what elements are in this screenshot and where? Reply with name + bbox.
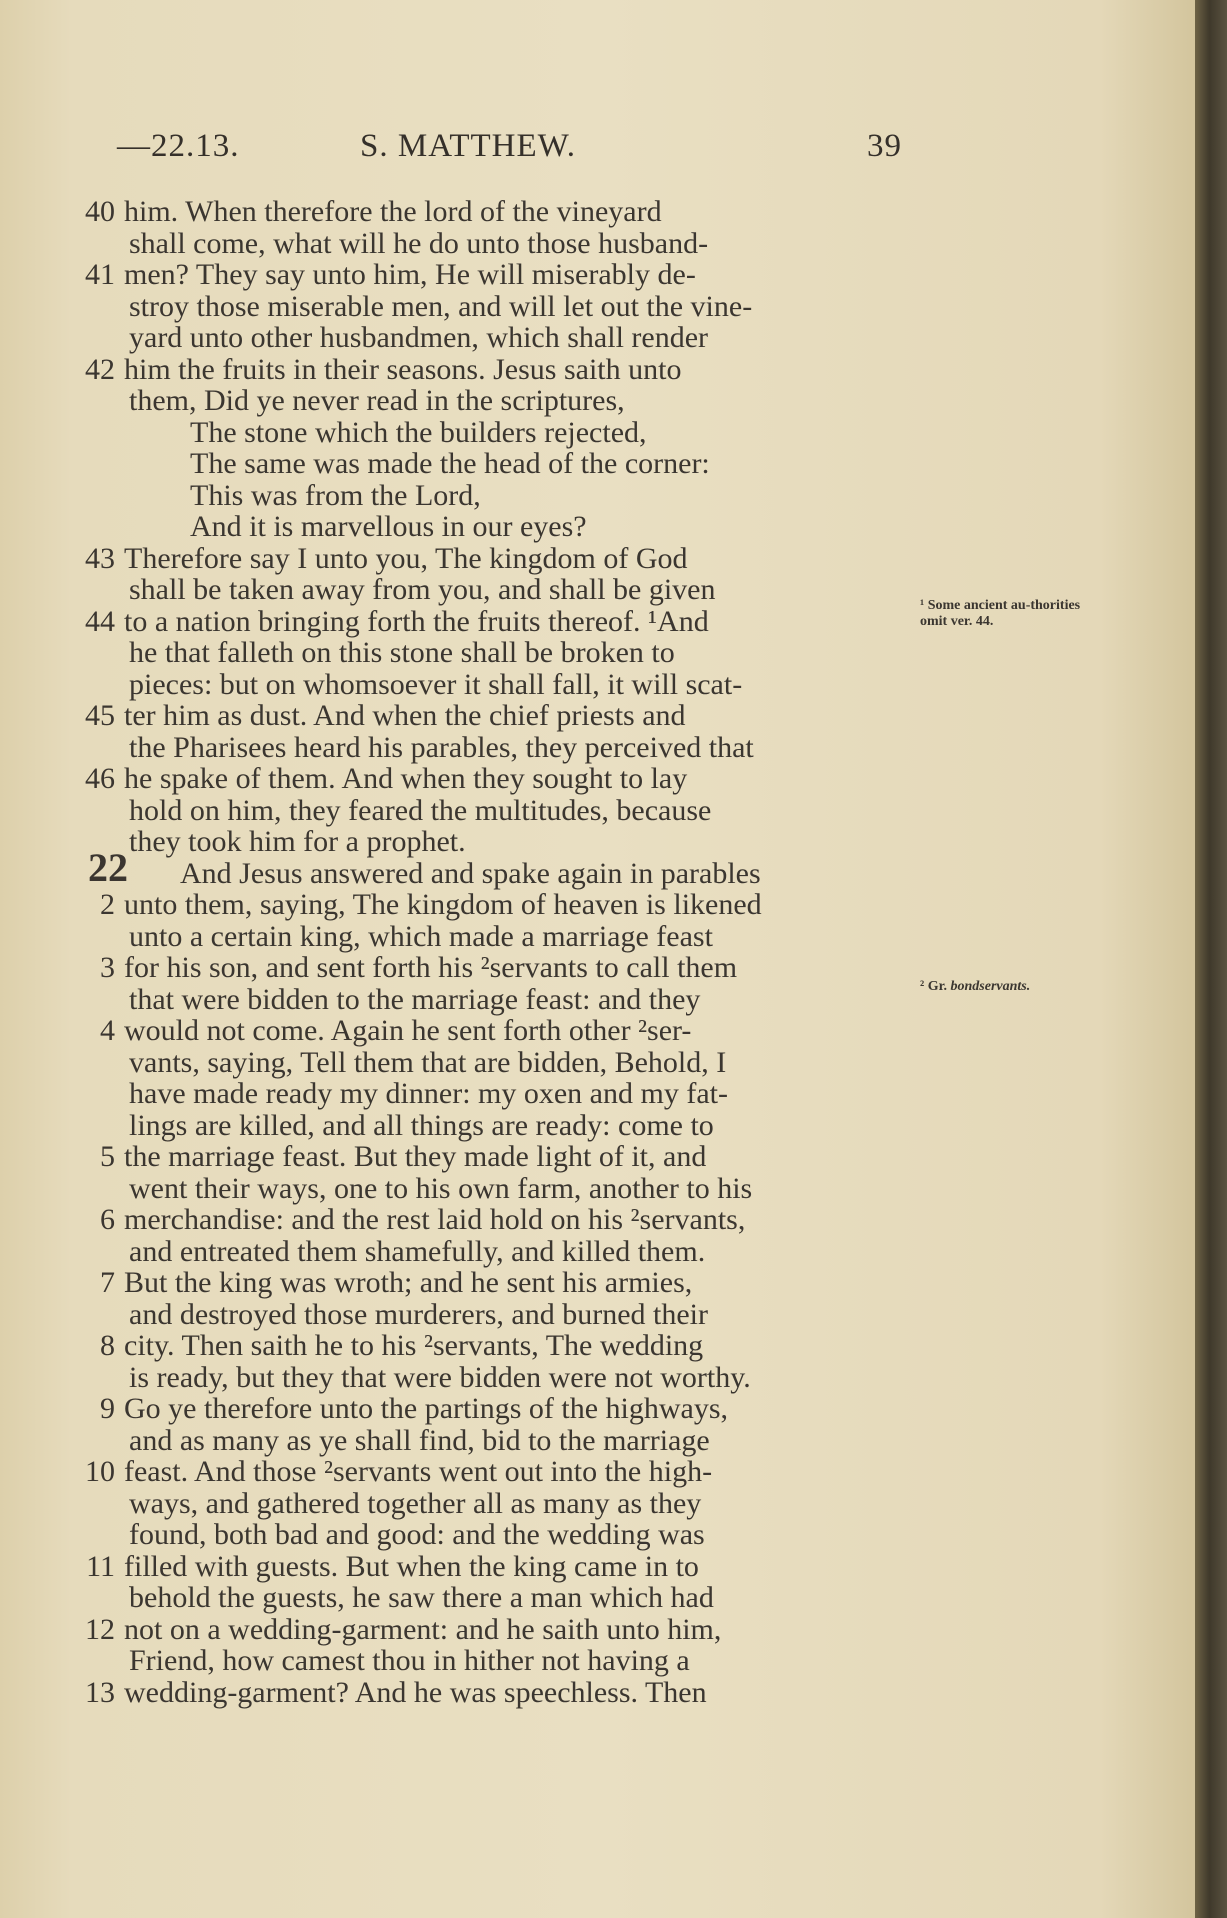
line-text: and destroyed those murderers, and burned their — [129, 1297, 708, 1331]
text-line — [0, 919, 1195, 953]
line-text: But the king was wroth; and he sent his armies, — [124, 1266, 693, 1299]
header-reference: —22.13. — [117, 128, 240, 164]
text-line — [0, 1520, 1195, 1550]
verse-number: 13 — [85, 1675, 115, 1709]
line-text: hold on him, they feared the multitudes, because — [129, 793, 712, 827]
text-line — [0, 1297, 1195, 1331]
verse-number: 46 — [85, 762, 115, 795]
book-edge — [1195, 0, 1227, 1918]
text-line — [0, 1646, 1195, 1676]
text-line — [0, 764, 1195, 794]
verse-number: 12 — [85, 1612, 115, 1646]
text-line — [0, 541, 1195, 575]
text-line — [0, 1331, 1195, 1361]
line-text: filled with guests. But when the king came in to — [124, 1549, 699, 1583]
text-line — [0, 1583, 1195, 1613]
line-text: and entreated them shamefully, and killed them. — [129, 1234, 706, 1268]
line-text: have made ready my dinner: my oxen and my fat- — [129, 1077, 728, 1110]
line-text: they took him for a prophet. — [129, 825, 466, 858]
verse-number: 6 — [100, 1203, 115, 1236]
text-line — [0, 827, 1195, 857]
chapter-number: 22 — [88, 844, 128, 890]
verse-number: 42 — [85, 352, 115, 386]
text-line — [0, 701, 1195, 731]
text-line — [0, 1234, 1195, 1268]
text-line — [0, 289, 1195, 323]
text-line — [0, 323, 1195, 353]
line-text: that were bidden to the marriage feast: and they — [129, 982, 701, 1016]
text-line — [0, 1423, 1195, 1457]
line-text: and as many as ye shall find, bid to the marriage — [129, 1423, 710, 1457]
verse-number: 45 — [85, 699, 115, 732]
line-text: wedding-garment? And he was speechless. Then — [124, 1675, 707, 1709]
line-text: them, Did ye never read in the scriptures, — [129, 384, 625, 417]
text-line — [0, 478, 1195, 512]
verse-number: 8 — [100, 1329, 115, 1362]
text-line — [0, 730, 1195, 764]
line-text: behold the guests, he saw there a man which had — [129, 1581, 714, 1614]
text-line — [0, 1675, 1195, 1709]
verse-number: 10 — [85, 1455, 115, 1488]
text-line — [0, 1205, 1195, 1235]
text-line — [0, 260, 1195, 290]
line-text: ter him as dust. And when the chief priests and — [124, 699, 686, 732]
text-line — [0, 1142, 1195, 1172]
text-line — [0, 226, 1195, 260]
line-text: found, both bad and good: and the wedding was — [129, 1518, 705, 1551]
line-text: him the fruits in their seasons. Jesus saith unto — [124, 352, 682, 386]
line-text: to a nation bringing forth the fruits thereof. ¹And — [124, 604, 709, 638]
text-line — [0, 1549, 1195, 1583]
line-text: pieces: but on whomsoever it shall fall, it will scat- — [129, 667, 743, 701]
text-line — [0, 638, 1195, 668]
verse-number: 43 — [85, 541, 115, 575]
text-line — [0, 197, 1195, 227]
line-text: vants, saying, Tell them that are bidden, Behold, I — [129, 1045, 727, 1079]
margin-note-1 — [920, 598, 1100, 630]
margin-note-2-text: bondservants. — [950, 979, 1031, 994]
line-text: yard unto other husbandmen, which shall render — [129, 321, 709, 354]
line-text: him. When therefore the lord of the vineyard — [124, 195, 662, 228]
line-text: Therefore say I unto you, The kingdom of God — [124, 541, 688, 575]
text-line — [0, 793, 1195, 827]
line-text: This was from the Lord, — [190, 478, 481, 512]
header-book-title: S. MATTHEW. — [360, 128, 577, 164]
line-text: is ready, but they that were bidden were not worthy. — [129, 1360, 751, 1394]
line-text: went their ways, one to his own farm, another to his — [129, 1171, 753, 1205]
text-line — [0, 1108, 1195, 1142]
line-text: would not come. Again he sent forth other ²ser- — [124, 1014, 692, 1047]
text-line — [0, 415, 1195, 449]
line-text: unto them, saying, The kingdom of heaven is likened — [124, 888, 762, 921]
text-line — [0, 1457, 1195, 1487]
line-text: the Pharisees heard his parables, they perceived that — [129, 730, 754, 764]
line-text: The stone which the builders rejected, — [190, 415, 647, 449]
line-text: he that falleth on this stone shall be broken to — [129, 636, 675, 669]
text-line — [0, 386, 1195, 416]
verse-number: 5 — [100, 1140, 115, 1173]
line-text: lings are killed, and all things are ready: come to — [129, 1108, 714, 1142]
line-text: not on a wedding-garment: and he saith unto him, — [124, 1612, 722, 1646]
text-line — [0, 1171, 1195, 1205]
text-line — [0, 844, 1195, 890]
verse-number: 4 — [100, 1014, 115, 1047]
text-line — [0, 449, 1195, 479]
line-text: stroy those miserable men, and will let out the vine- — [129, 289, 753, 323]
margin-note-2-marker: ² Gr. — [920, 979, 948, 994]
text-line — [0, 1394, 1195, 1424]
margin-note-1-text: ¹ Some ancient au-thorities omit ver. 44. — [920, 598, 1081, 629]
line-text: the marriage feast. But they made light of it, and — [124, 1140, 707, 1173]
line-text: And Jesus answered and spake again in parables — [180, 856, 761, 890]
line-text: Friend, how camest thou in hither not having a — [129, 1644, 690, 1677]
line-text: he spake of them. And when they sought to lay — [124, 762, 688, 795]
page-number: 39 — [867, 128, 902, 164]
text-line — [0, 1045, 1195, 1079]
line-text: ways, and gathered together all as many as they — [129, 1486, 702, 1520]
line-text: men? They say unto him, He will miserably de- — [124, 258, 696, 291]
verse-number: 2 — [100, 888, 115, 921]
verse-number: 41 — [85, 258, 115, 291]
line-text: The same was made the head of the corner: — [190, 447, 710, 480]
running-header — [0, 128, 1195, 172]
text-line — [0, 890, 1195, 920]
verse-number: 7 — [100, 1266, 115, 1299]
text-line — [0, 352, 1195, 386]
text-line — [0, 667, 1195, 701]
margin-note-2 — [920, 979, 1100, 995]
line-text: unto a certain king, which made a marriage feast — [129, 919, 713, 953]
verse-number: 40 — [85, 195, 115, 228]
text-line — [0, 512, 1195, 542]
text-line — [0, 1016, 1195, 1046]
verse-number: 3 — [100, 951, 115, 984]
line-text: And it is marvellous in our eyes? — [190, 510, 587, 543]
line-text: city. Then saith he to his ²servants, The wedding — [124, 1329, 704, 1362]
line-text: Go ye therefore unto the partings of the highways, — [124, 1392, 728, 1425]
text-line — [0, 1360, 1195, 1394]
line-text: shall come, what will he do unto those husband- — [129, 226, 709, 260]
line-text: feast. And those ²servants went out into the high- — [124, 1455, 713, 1488]
line-text: merchandise: and the rest laid hold on his ²servants, — [124, 1203, 746, 1236]
text-line — [0, 1268, 1195, 1298]
verse-number: 9 — [100, 1392, 115, 1425]
text-line — [0, 1612, 1195, 1646]
text-line — [0, 1079, 1195, 1109]
line-text: for his son, and sent forth his ²servants to call them — [124, 951, 738, 984]
line-text: shall be taken away from you, and shall be given — [129, 573, 716, 606]
verse-number: 11 — [86, 1549, 115, 1583]
verse-number: 44 — [85, 604, 115, 638]
text-line — [0, 1486, 1195, 1520]
